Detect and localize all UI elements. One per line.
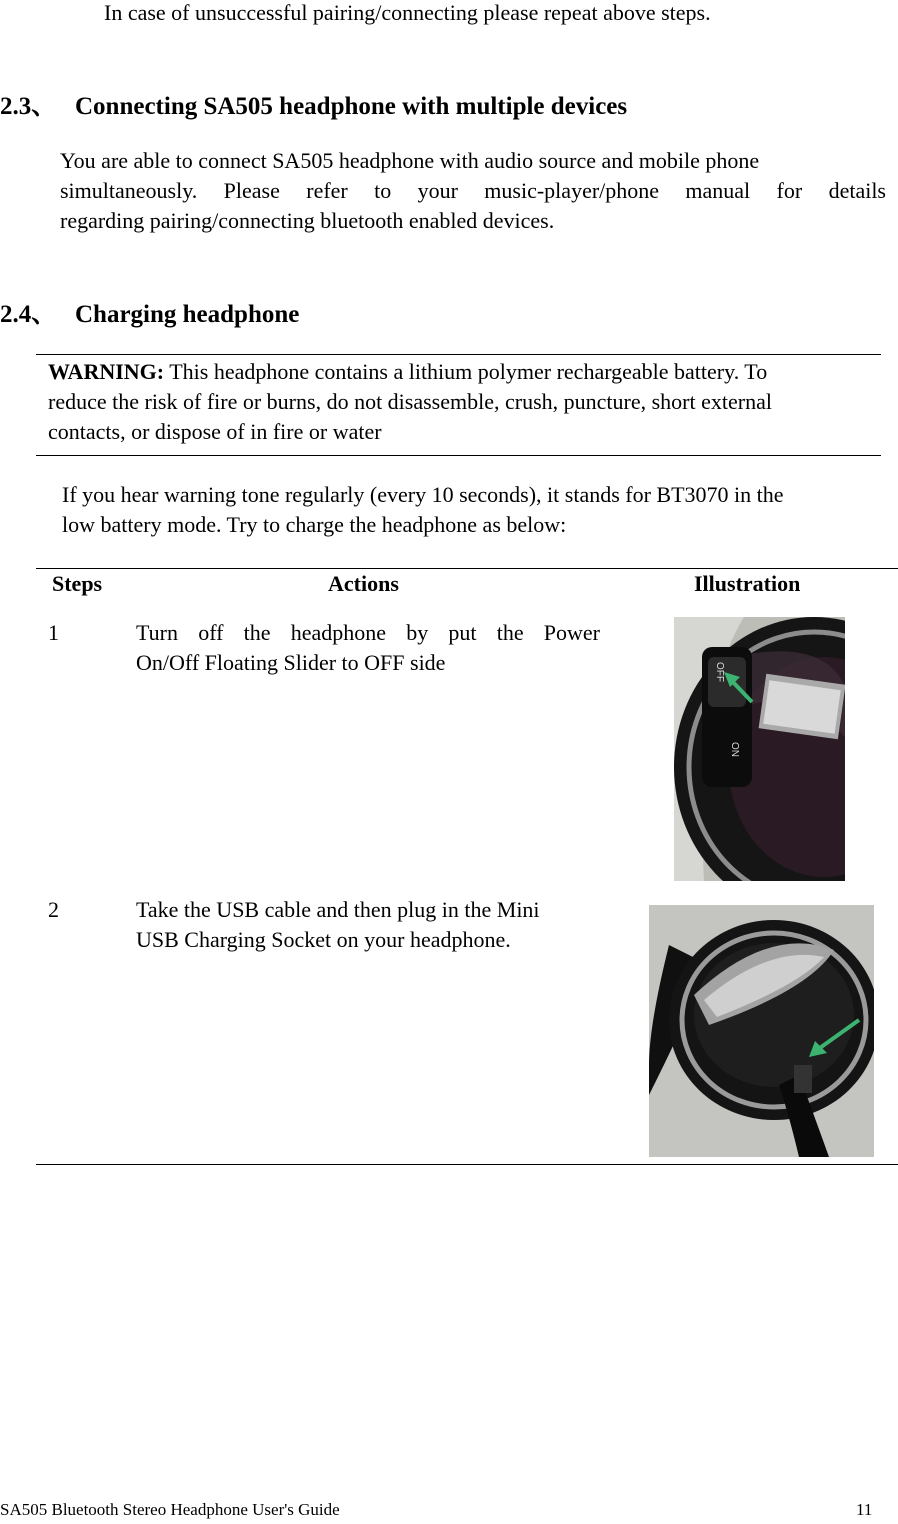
low-battery-line-1: If you hear warning tone regularly (every 10 seconds), it stands for BT3070 in the [62, 482, 784, 507]
row-1-action [136, 618, 600, 678]
table-header-actions: Actions [328, 571, 399, 596]
row-2-action-line-1: Take the USB cable and then plug in the Mini [136, 897, 540, 922]
page-number: 11 [856, 1500, 873, 1519]
section-2-3-number: 2.3、 [0, 93, 57, 120]
row-1-step: 1 [48, 620, 59, 645]
section-2-3-line-3: regarding pairing/connecting bluetooth enabled devices. [60, 208, 555, 233]
row-1-illustration [674, 617, 845, 881]
off-label: OFF [714, 662, 725, 682]
warning-bottom-rule [36, 455, 881, 456]
low-battery-paragraph [62, 480, 892, 540]
section-2-4-title: Charging headphone [75, 301, 300, 328]
section-2-4-number: 2.4、 [0, 301, 57, 328]
row-2-step: 2 [48, 897, 59, 922]
low-battery-line-2: low battery mode. Try to charge the headphone as below: [62, 512, 567, 537]
warning-top-rule [36, 354, 881, 355]
warning-label: WARNING: [48, 359, 165, 384]
warning-line-1 [48, 357, 878, 387]
table-header-steps: Steps [52, 571, 103, 596]
section-2-3-paragraph [60, 146, 886, 236]
row-2-action-line-2: USB Charging Socket on your headphone. [136, 927, 511, 952]
section-2-3-line-2: simultaneously. Please refer to your music-player/phone manual for details [60, 178, 886, 203]
row-2-action [136, 895, 606, 955]
row-1-action-line-2: On/Off Floating Slider to OFF side [136, 650, 446, 675]
warning-box [48, 357, 878, 447]
row-1-action-line-1: Turn off the headphone by put the Power [136, 620, 600, 645]
table-top-rule [36, 568, 898, 569]
on-label: ON [729, 742, 740, 757]
section-2-3-title: Connecting SA505 headphone with multiple devices [75, 93, 628, 120]
section-2-3-line-1: You are able to connect SA505 headphone with audio source and mobile phone [60, 148, 760, 173]
footer-title: SA505 Bluetooth Stereo Headphone User's Guide [0, 1500, 340, 1519]
warning-line-2: reduce the risk of fire or burns, do not disassemble, crush, puncture, short external [48, 389, 772, 414]
section-2-3-heading [0, 86, 627, 122]
section-2-4-heading [0, 294, 299, 330]
warning-line-3: contacts, or dispose of in fire or water [48, 419, 382, 444]
table-bottom-rule [36, 1164, 898, 1165]
table-header-illustration: Illustration [694, 571, 801, 596]
warning-line-1-text: This headphone contains a lithium polymer rechargeable battery. To [164, 359, 768, 384]
row-2-illustration [649, 905, 874, 1157]
intro-line: In case of unsuccessful pairing/connecting please repeat above steps. [104, 0, 711, 25]
